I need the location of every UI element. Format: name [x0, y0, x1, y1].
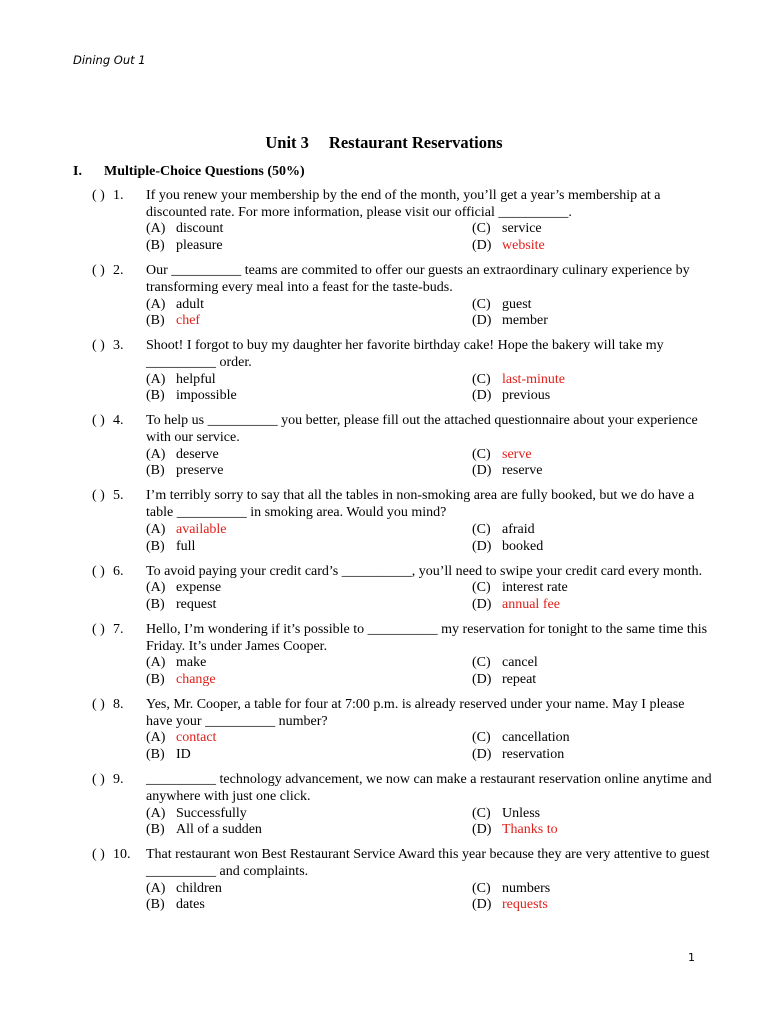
question-number: 9.	[113, 772, 124, 788]
option-grid	[146, 447, 712, 480]
question-number: 6.	[113, 563, 124, 579]
option-d: (D) previous	[472, 388, 551, 404]
question-number: 7.	[113, 621, 124, 637]
question-number: 3.	[113, 338, 124, 354]
option-b: (B) preserve	[146, 463, 224, 479]
section-heading	[73, 164, 305, 180]
option-d: (D) booked	[472, 538, 544, 554]
option-a: (A) make	[146, 655, 207, 671]
option-b: (B) All of a sudden	[146, 822, 262, 838]
question-stem: __________ technology advancement, we now can make a restaurant reservation online anytime and anywhere with just one click.	[146, 772, 712, 804]
option-c: (C) cancel	[472, 655, 538, 671]
question-item	[92, 263, 712, 330]
option-grid	[146, 580, 712, 613]
option-c: (C) interest rate	[472, 580, 568, 596]
option-d: (D) Thanks to	[472, 822, 558, 838]
option-d: (D) website	[472, 238, 545, 254]
answer-blank[interactable]: ( )	[92, 772, 105, 788]
option-d: (D) reservation	[472, 747, 565, 763]
option-a: (A) discount	[146, 221, 224, 237]
question-stem: Shoot! I forgot to buy my daughter her favorite birthday cake! Hope the bakery will take my __________ order.	[146, 338, 664, 370]
option-a: (A) contact	[146, 730, 217, 746]
option-b: (B) request	[146, 596, 217, 612]
question-number: 2.	[113, 263, 124, 279]
option-grid	[146, 881, 712, 914]
option-d: (D) requests	[472, 897, 548, 913]
option-b: (B) full	[146, 538, 196, 554]
option-d: (D) annual fee	[472, 596, 560, 612]
option-c: (C) last-minute	[472, 371, 565, 387]
question-stem: That restaurant won Best Restaurant Service Award this year because they are very attentive to guest __________ and complaints.	[146, 847, 710, 879]
question-item	[92, 847, 712, 914]
question-item	[92, 488, 712, 555]
option-grid	[146, 806, 712, 839]
unit-label: Unit 3	[265, 133, 309, 152]
option-d: (D) member	[472, 313, 548, 329]
option-a: (A) children	[146, 880, 222, 896]
answer-blank[interactable]: ( )	[92, 338, 105, 354]
option-b: (B) change	[146, 672, 216, 688]
unit-name: Restaurant Reservations	[328, 133, 503, 152]
option-a: (A) helpful	[146, 371, 216, 387]
option-c: (C) serve	[472, 446, 532, 462]
option-c: (C) numbers	[472, 880, 551, 896]
question-item	[92, 413, 712, 480]
option-b: (B) pleasure	[146, 238, 223, 254]
question-item	[92, 697, 712, 764]
question-list	[92, 188, 712, 922]
question-item	[92, 564, 712, 614]
option-grid	[146, 297, 712, 330]
answer-blank[interactable]: ( )	[92, 697, 105, 713]
question-stem: Our __________ teams are commited to offer our guests an extraordinary culinary experience by transforming every meal into a feast for the taste-buds.	[146, 263, 690, 295]
answer-blank[interactable]: ( )	[92, 621, 105, 637]
option-b: (B) chef	[146, 313, 201, 329]
question-stem: To help us __________ you better, please fill out the attached questionnaire about your experience with our service.	[146, 413, 698, 446]
question-item	[92, 772, 712, 839]
question-stem: To avoid paying your credit card’s __________, you’ll need to swipe your credit card every month.	[146, 563, 703, 579]
answer-blank[interactable]: ( )	[92, 188, 105, 203]
option-grid	[146, 655, 712, 688]
answer-blank[interactable]: ( )	[92, 847, 105, 863]
question-stem: Yes, Mr. Cooper, a table for four at 7:00 p.m. is already reserved under your name. May I please have your __________ number?	[146, 697, 685, 729]
option-grid	[146, 221, 712, 254]
question-item	[92, 622, 712, 689]
option-grid	[146, 730, 712, 763]
page-number: 1	[688, 951, 695, 964]
question-item	[92, 338, 712, 405]
answer-blank[interactable]: ( )	[92, 563, 105, 579]
answer-blank[interactable]: ( )	[92, 488, 105, 504]
option-a: (A) deserve	[146, 446, 219, 462]
option-c: (C) Unless	[472, 805, 541, 821]
option-a: (A) adult	[146, 296, 204, 312]
section-title: Multiple-Choice Questions (50%)	[104, 164, 305, 179]
option-a: (A) available	[146, 521, 227, 537]
option-c: (C) afraid	[472, 521, 535, 537]
option-d: (D) reserve	[472, 463, 543, 479]
question-number: 1.	[113, 188, 124, 203]
option-c: (C) service	[472, 221, 542, 237]
question-number: 5.	[113, 488, 124, 504]
question-stem: I’m terribly sorry to say that all the tables in non-smoking area are fully booked, but we do have a table __________ in smoking area. Would you mind?	[146, 488, 695, 521]
question-number: 8.	[113, 697, 124, 713]
answer-blank[interactable]: ( )	[92, 263, 105, 279]
option-grid	[146, 372, 712, 405]
answer-blank[interactable]: ( )	[92, 413, 105, 429]
question-item	[92, 188, 712, 255]
question-number: 10.	[113, 847, 131, 863]
question-stem: Hello, I’m wondering if it’s possible to __________ my reservation for tonight to the same time this Friday. It’s under James Cooper.	[146, 621, 708, 654]
option-grid	[146, 522, 712, 555]
question-number: 4.	[113, 413, 124, 429]
option-c: (C) guest	[472, 296, 532, 312]
option-a: (A) expense	[146, 580, 222, 596]
page-title	[0, 133, 768, 153]
running-header: Dining Out 1	[73, 53, 146, 67]
option-a: (A) Successfully	[146, 805, 247, 821]
option-c: (C) cancellation	[472, 730, 570, 746]
option-b: (B) impossible	[146, 388, 237, 404]
option-b: (B) ID	[146, 747, 191, 763]
option-d: (D) repeat	[472, 672, 537, 688]
section-number: I.	[73, 164, 82, 179]
option-b: (B) dates	[146, 897, 205, 913]
question-stem: If you renew your membership by the end of the month, you’ll get a year’s membership at a discounted rate. For more information, please visit our official __________.	[146, 188, 661, 220]
